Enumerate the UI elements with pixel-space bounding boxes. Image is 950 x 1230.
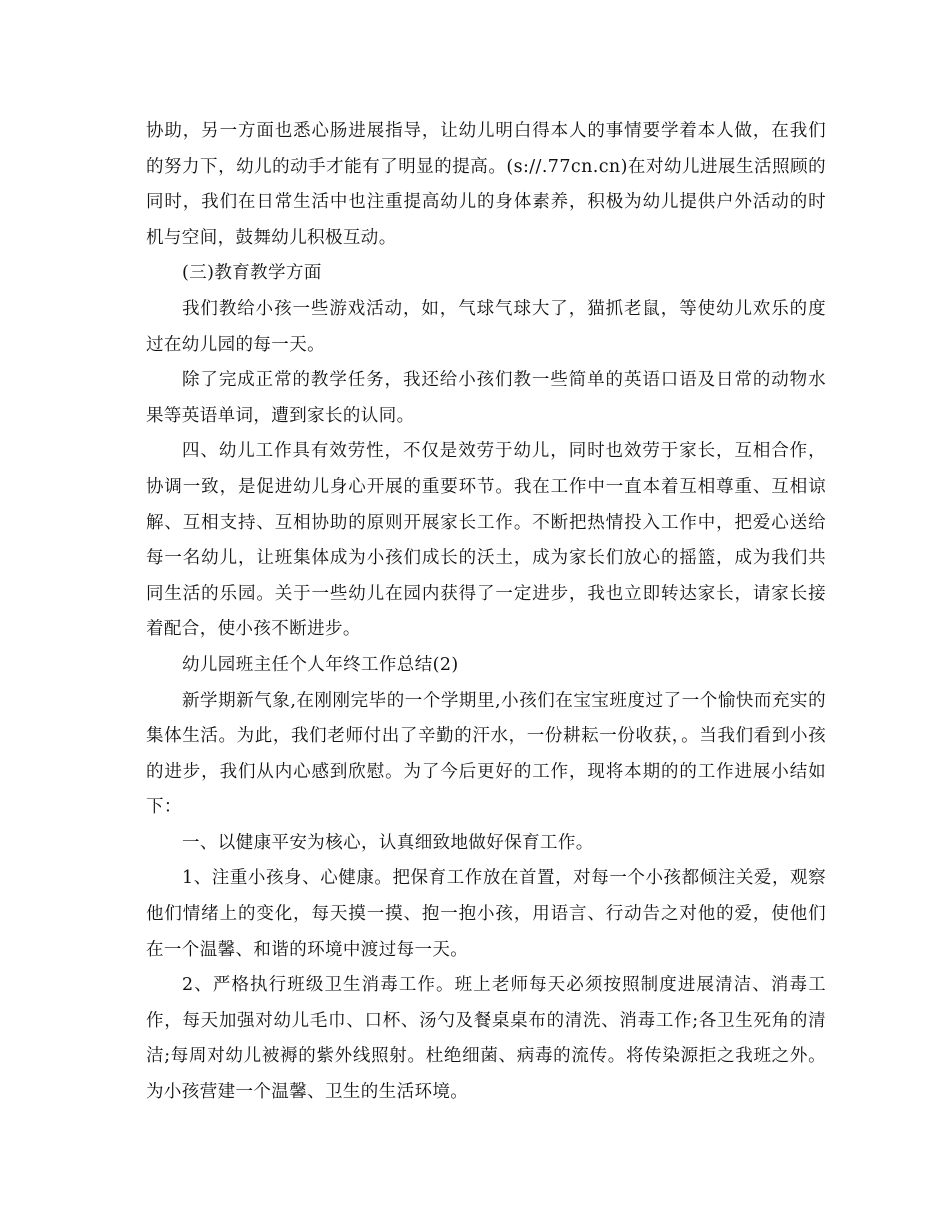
- paragraph-parents: 四、幼儿工作具有效劳性，不仅是效劳于幼儿，同时也效劳于家长，互相合作，协调一致，是促进幼儿身心开展的重要环节。我在工作中一直本着互相尊重、互相谅解、互相支持、互相协助的原则开展家长工作。不断把热情投入工作中，把爱心送给每一名幼儿，让班集体成为小孩们成长的沃土，成为家长们放心的摇篮，成为我们共同生活的乐园。关于一些幼儿在园内获得了一定进步，我也立即转达家长，请家长接着配合，使小孩不断进步。: [146, 441, 826, 640]
- section-heading-health: 一、以健康平安为核心，认真细致地做好保育工作。: [182, 832, 594, 853]
- paragraph-item-1: 1、注重小孩身、心健康。把保育工作放在首置，对每一个小孩都倾注关爱，观察他们情绪上的变化，每天摸一摸、抱一抱小孩，用语言、行动告之对他的爱，使他们在一个温馨、和谐的环境中渡过每一天。: [146, 868, 826, 960]
- paragraph-item-2: 2、严格执行班级卫生消毒工作。班上老师每天必须按照制度进展清洁、消毒工作，每天加强对幼儿毛巾、口杯、汤勺及餐桌桌布的清洗、消毒工作;各卫生死角的清洁;每周对幼儿被褥的紫外线照射。杜绝细菌、病毒的流传。将传染源拒之我班之外。为小孩营建一个温馨、卫生的生活环境。: [146, 975, 826, 1103]
- document-body: [146, 114, 826, 1111]
- document-subtitle: 幼儿园班主任个人年终工作总结(2): [182, 654, 459, 675]
- paragraph-games: 我们教给小孩一些游戏活动，如，气球气球大了，猫抓老鼠，等使幼儿欢乐的度过在幼儿园的每一天。: [146, 298, 826, 355]
- paragraph-1: 协助，另一方面也悉心肠进展指导，让幼儿明白得本人的事情要学着本人做，在我们的努力下，幼儿的动手才能有了明显的提高。(s://.77cn.cn)在对幼儿进展生活照顾的同时，我们在日常生活中也注重提高幼儿的身体素养，积极为幼儿提供户外活动的时机与空间，鼓舞幼儿积极互动。: [146, 121, 826, 248]
- paragraph-new-semester: 新学期新气象,在刚刚完毕的一个学期里,小孩们在宝宝班度过了一个愉快而充实的集体生活。为此，我们老师付出了辛勤的汗水，一份耕耘一份收获，。当我们看到小孩的进步，我们从内心感到欣慰。为了今后更好的工作，现将本期的的工作进展小结如下：: [146, 690, 826, 818]
- paragraph-english: 除了完成正常的教学任务，我还给小孩们教一些简单的英语口语及日常的动物水果等英语单词，遭到家长的认同。: [146, 370, 826, 426]
- section-heading-teaching: (三)教育教学方面: [182, 263, 322, 284]
